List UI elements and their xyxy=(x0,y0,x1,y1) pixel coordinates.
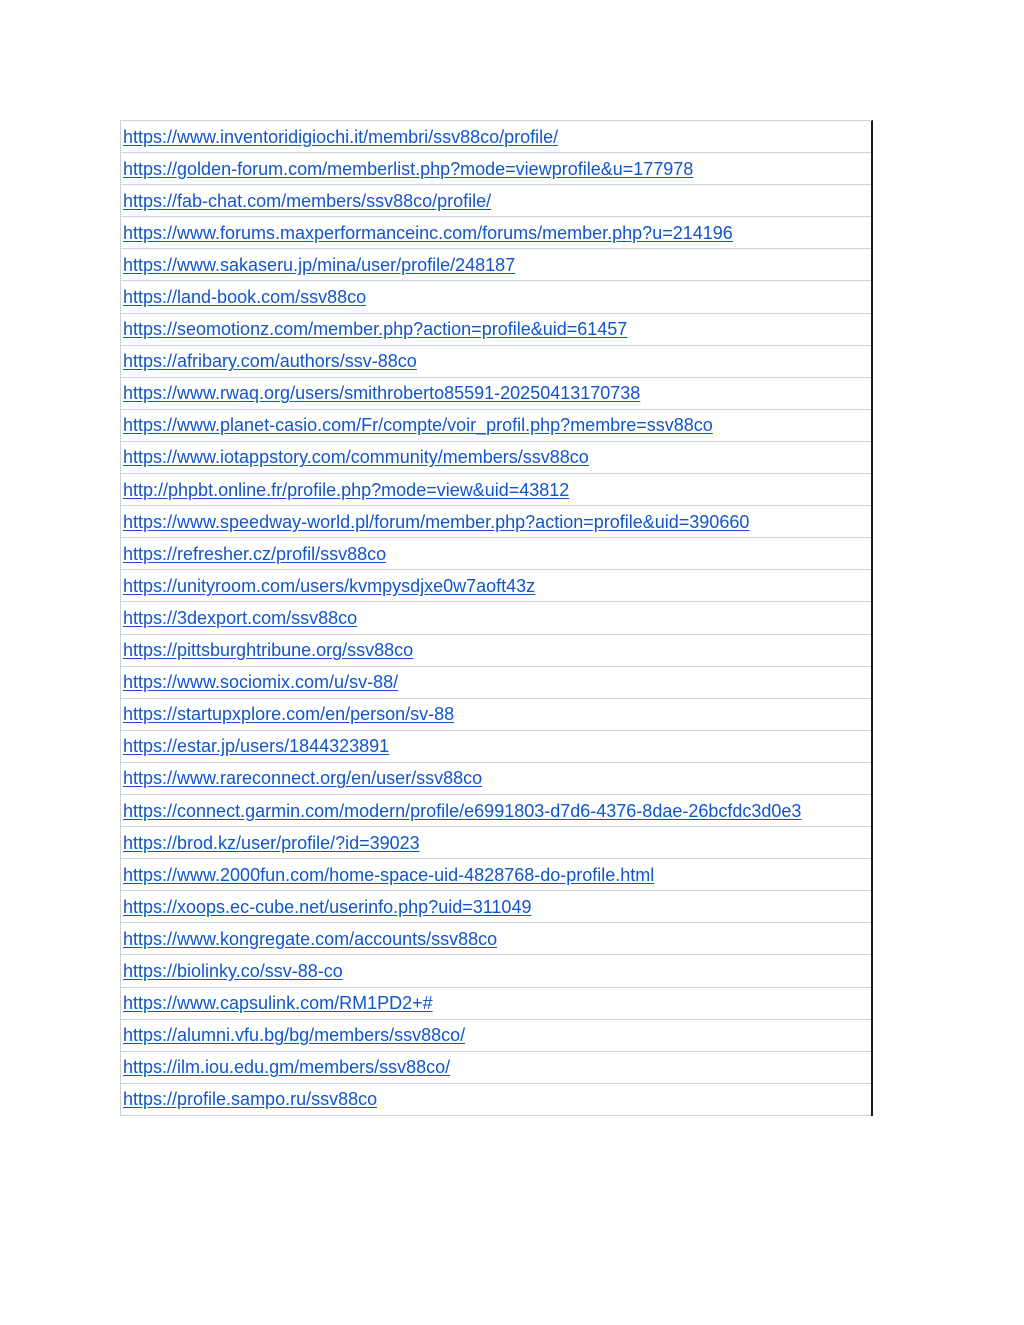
table-row xyxy=(121,1052,871,1084)
table-row xyxy=(121,859,871,891)
table-row xyxy=(121,346,871,378)
profile-link[interactable]: https://www.capsulink.com/RM1PD2+# xyxy=(123,993,433,1014)
profile-link[interactable]: https://refresher.cz/profil/ssv88co xyxy=(123,543,387,564)
profile-link[interactable]: https://3dexport.com/ssv88co xyxy=(123,607,358,628)
table-row xyxy=(121,570,871,602)
profile-link[interactable]: https://www.sakaseru.jp/mina/user/profile/248187 xyxy=(123,254,516,275)
table-row xyxy=(121,763,871,795)
profile-link[interactable]: https://estar.jp/users/1844323891 xyxy=(123,736,390,757)
table-row xyxy=(121,731,871,763)
profile-link[interactable]: https://ilm.iou.edu.gm/members/ssv88co/ xyxy=(123,1057,451,1078)
profile-link[interactable]: https://fab-chat.com/members/ssv88co/profile/ xyxy=(123,190,492,211)
profile-link[interactable]: https://www.rwaq.org/users/smithroberto85591-20250413170738 xyxy=(123,383,641,404)
profile-link[interactable]: https://www.planet-casio.com/Fr/compte/voir_profil.php?membre=ssv88co xyxy=(123,415,713,436)
table-row xyxy=(121,281,871,313)
profile-link[interactable]: https://www.2000fun.com/home-space-uid-4828768-do-profile.html xyxy=(123,864,655,885)
table-row xyxy=(121,121,871,153)
table-row xyxy=(121,442,871,474)
profile-link[interactable]: https://alumni.vfu.bg/bg/members/ssv88co/ xyxy=(123,1025,466,1046)
profile-link[interactable]: https://www.sociomix.com/u/sv-88/ xyxy=(123,672,399,693)
table-row xyxy=(121,667,871,699)
table-row xyxy=(121,1084,871,1116)
table-row xyxy=(121,891,871,923)
profile-link[interactable]: https://golden-forum.com/memberlist.php?mode=viewprofile&u=177978 xyxy=(123,158,694,179)
profile-link[interactable]: https://www.rareconnect.org/en/user/ssv88co xyxy=(123,768,483,789)
profile-link[interactable]: https://www.inventoridigiochi.it/membri/ssv88co/profile/ xyxy=(123,126,559,147)
profile-link[interactable]: https://startupxplore.com/en/person/sv-88 xyxy=(123,704,455,725)
profile-link[interactable]: https://afribary.com/authors/ssv-88co xyxy=(123,351,417,372)
profile-link[interactable]: https://biolinky.co/ssv-88-co xyxy=(123,960,343,981)
profile-link[interactable]: https://www.kongregate.com/accounts/ssv88co xyxy=(123,928,498,949)
table-row xyxy=(121,988,871,1020)
table-row xyxy=(121,314,871,346)
table-row xyxy=(121,153,871,185)
table-row xyxy=(121,635,871,667)
profile-link[interactable]: https://unityroom.com/users/kvmpysdjxe0w7aoft43z xyxy=(123,575,536,596)
profile-link[interactable]: https://connect.garmin.com/modern/profile/e6991803-d7d6-4376-8dae-26bcfdc3d0e3 xyxy=(123,800,802,821)
table-row xyxy=(121,378,871,410)
link-table xyxy=(120,120,873,1116)
profile-link[interactable]: https://seomotionz.com/member.php?action=profile&uid=61457 xyxy=(123,319,628,340)
table-row xyxy=(121,474,871,506)
profile-link[interactable]: http://phpbt.online.fr/profile.php?mode=view&uid=43812 xyxy=(123,479,570,500)
table-row xyxy=(121,795,871,827)
table-row xyxy=(121,923,871,955)
table-row xyxy=(121,827,871,859)
table-row xyxy=(121,506,871,538)
table-row xyxy=(121,249,871,281)
profile-link[interactable]: https://xoops.ec-cube.net/userinfo.php?uid=311049 xyxy=(123,896,532,917)
profile-link[interactable]: https://land-book.com/ssv88co xyxy=(123,287,367,308)
profile-link[interactable]: https://brod.kz/user/profile/?id=39023 xyxy=(123,832,420,853)
table-row xyxy=(121,602,871,634)
profile-link[interactable]: https://www.iotappstory.com/community/members/ssv88co xyxy=(123,447,589,468)
profile-link[interactable]: https://www.speedway-world.pl/forum/member.php?action=profile&uid=390660 xyxy=(123,511,750,532)
table-row xyxy=(121,217,871,249)
table-row xyxy=(121,1020,871,1052)
profile-link[interactable]: https://profile.sampo.ru/ssv88co xyxy=(123,1089,378,1110)
profile-link[interactable]: https://www.forums.maxperformanceinc.com/forums/member.php?u=214196 xyxy=(123,222,733,243)
profile-link[interactable]: https://pittsburghtribune.org/ssv88co xyxy=(123,640,414,661)
table-row xyxy=(121,185,871,217)
table-row xyxy=(121,699,871,731)
table-row xyxy=(121,538,871,570)
table-row xyxy=(121,410,871,442)
table-row xyxy=(121,955,871,987)
